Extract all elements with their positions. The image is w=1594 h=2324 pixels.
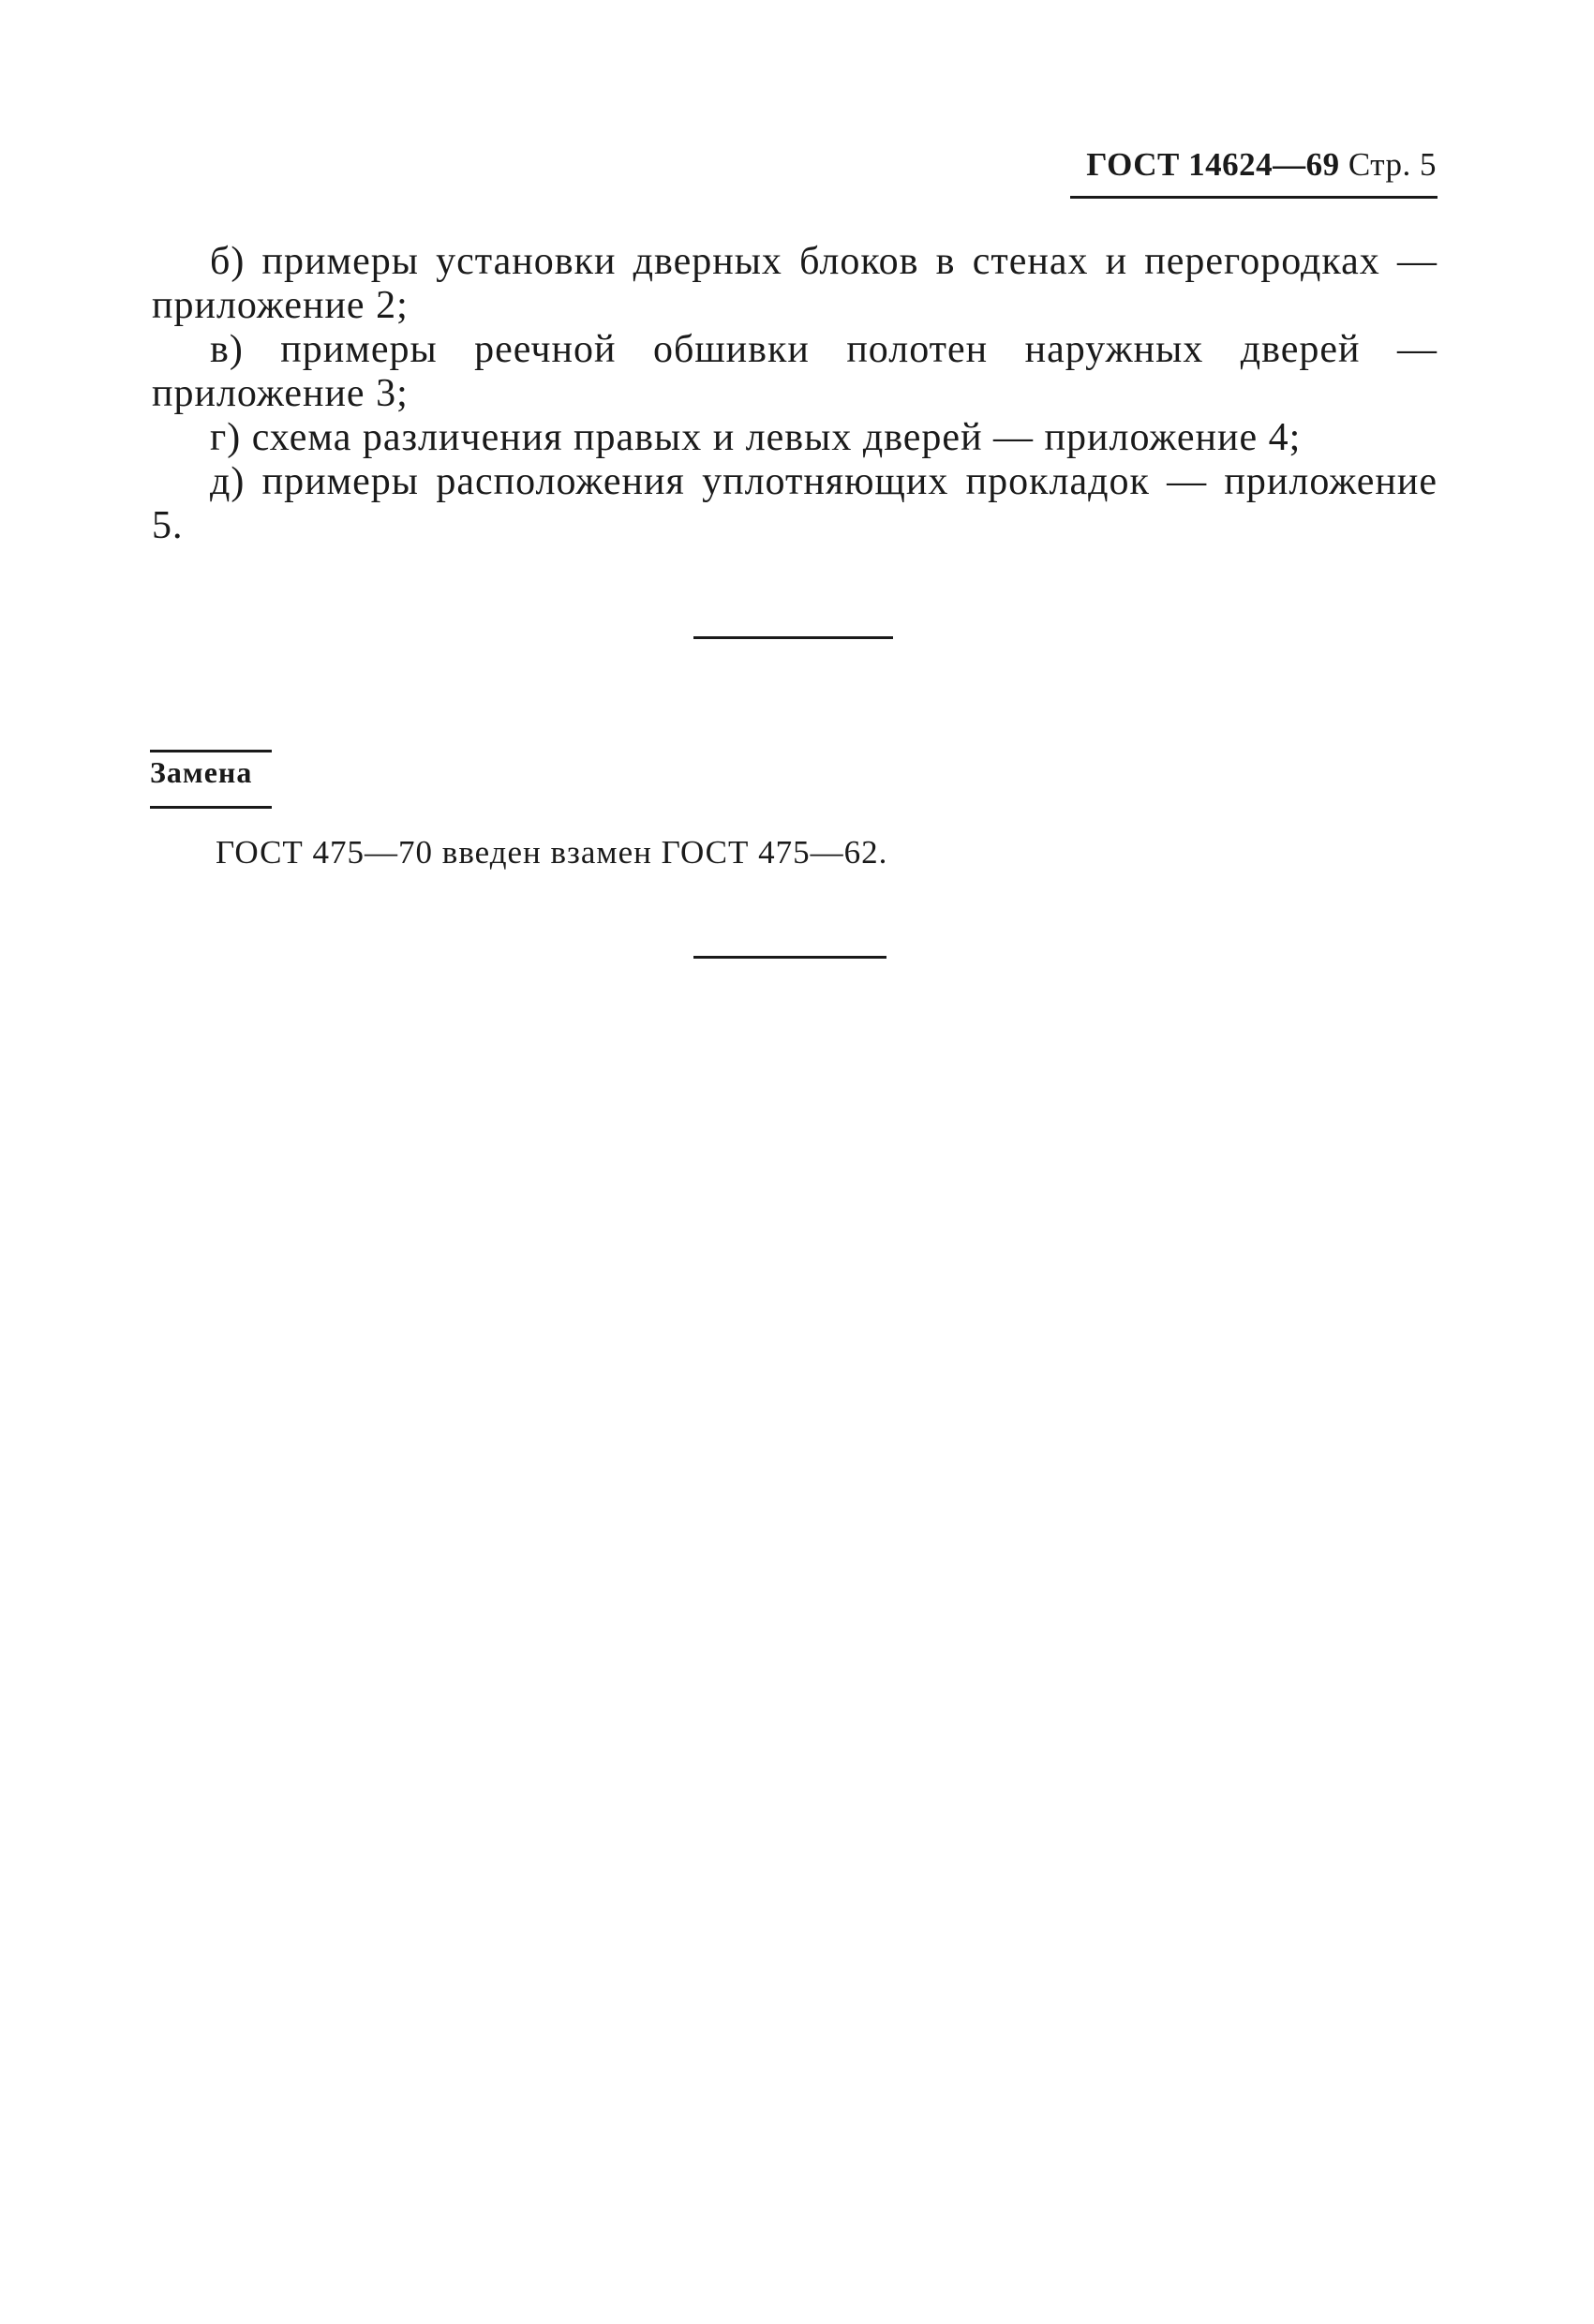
- replacement-title-rule-bottom: [150, 806, 272, 809]
- list-item-g: г) схема различения правых и левых дверей — приложение 4;: [210, 416, 1302, 459]
- list-item-b: б) примеры установки дверных блоков в стенах и перегородках — приложение 2;: [152, 240, 1438, 327]
- page-header: [1086, 146, 1437, 184]
- end-divider: [693, 956, 886, 959]
- page-number: Стр. 5: [1348, 146, 1437, 183]
- section-divider: [693, 636, 893, 639]
- replacement-title-rule-top: [150, 750, 272, 752]
- appendix-list: [152, 240, 1438, 548]
- header-rule: [1070, 196, 1438, 199]
- document-number: ГОСТ 14624—69: [1086, 146, 1340, 183]
- list-item-d: д) примеры расположения уплотняющих прокладок — приложение 5.: [152, 460, 1438, 547]
- list-item-v: в) примеры реечной обшивки полотен наружных дверей — приложение 3;: [152, 328, 1438, 415]
- replacement-title: Замена: [150, 755, 253, 789]
- replacement-text: ГОСТ 475—70 введен взамен ГОСТ 475—62.: [216, 834, 888, 871]
